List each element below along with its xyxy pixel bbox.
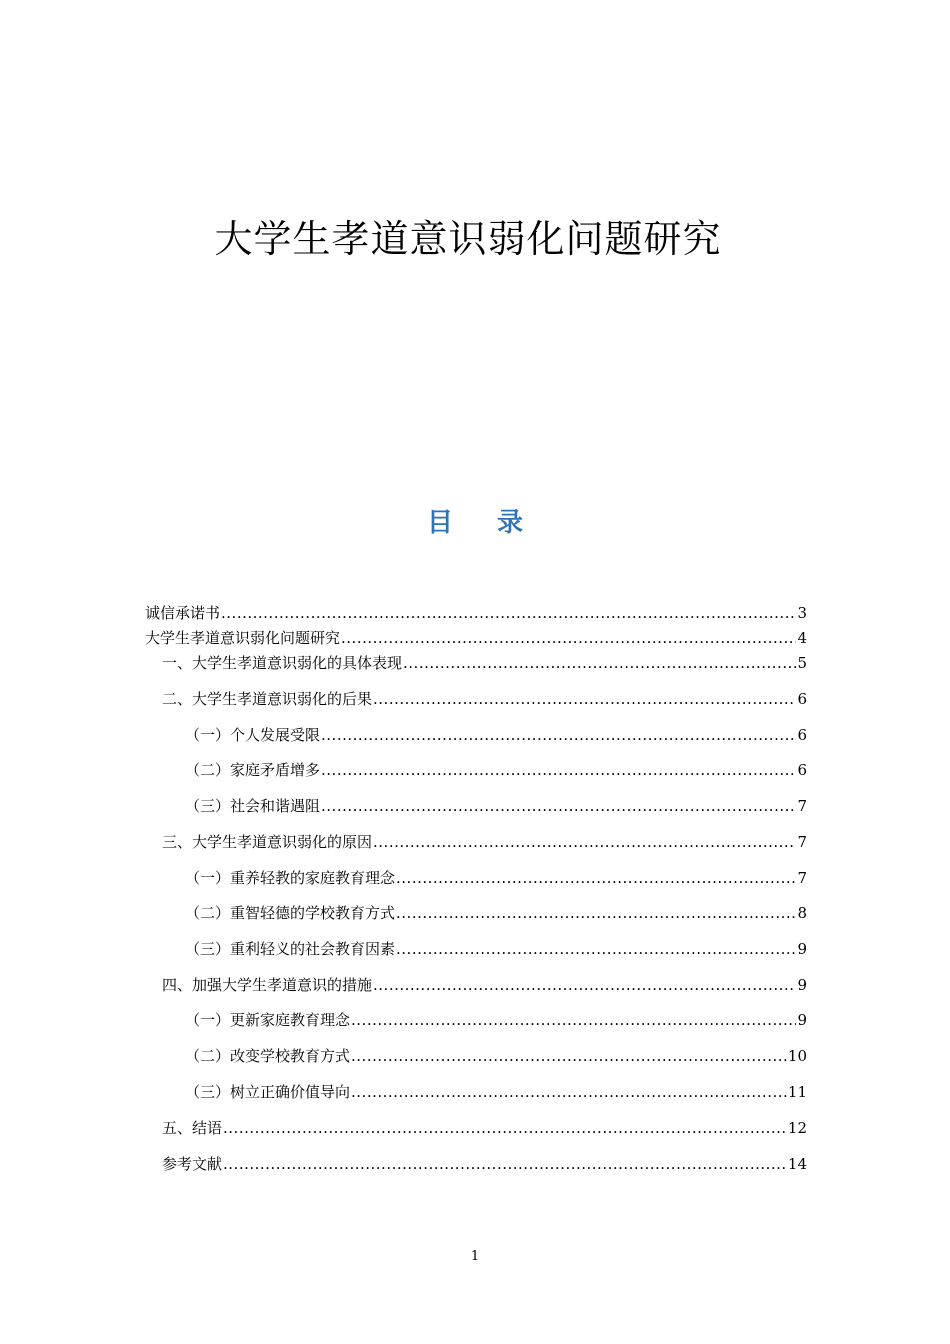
toc-entry-section-1[interactable]	[162, 653, 807, 673]
toc-entry-honesty-pledge[interactable]	[145, 603, 807, 623]
toc-entry-label: （一）个人发展受限	[185, 726, 321, 744]
toc-entry-section-4[interactable]	[162, 975, 807, 995]
toc-entry-label: 参考文献	[162, 1155, 223, 1173]
toc-entry-page: 14	[787, 1155, 807, 1173]
toc-entry-page: 9	[797, 976, 807, 994]
toc-leader-dots	[321, 725, 796, 745]
toc-entry-label: 二、大学生孝道意识弱化的后果	[162, 690, 373, 708]
toc-leader-dots	[223, 1154, 787, 1174]
toc-entry-page: 12	[787, 1119, 807, 1137]
toc-entry-section-4-2[interactable]	[185, 1046, 807, 1066]
toc-entry-main-title[interactable]	[145, 628, 807, 648]
toc-entry-page: 10	[787, 1047, 807, 1065]
page-number: 1	[470, 1249, 480, 1264]
toc-leader-dots	[351, 1010, 796, 1030]
toc-leader-dots	[396, 868, 796, 888]
toc-entry-label: （二）家庭矛盾增多	[185, 761, 321, 779]
toc-leader-dots	[221, 603, 796, 623]
toc-entry-page: 8	[797, 904, 807, 922]
toc-entry-label: （二）重智轻德的学校教育方式	[185, 904, 396, 922]
toc-entry-section-3[interactable]	[162, 832, 807, 852]
toc-entry-page: 7	[797, 869, 807, 887]
toc-entry-page: 11	[787, 1083, 807, 1101]
toc-leader-dots	[351, 1046, 787, 1066]
toc-entry-section-2-3[interactable]	[185, 796, 807, 816]
toc-entry-page: 3	[797, 604, 807, 622]
toc-entry-label: 诚信承诺书	[145, 604, 221, 622]
toc-entry-label: （二）改变学校教育方式	[185, 1047, 351, 1065]
toc-entry-section-5[interactable]	[162, 1118, 807, 1138]
toc-leader-dots	[341, 628, 796, 648]
toc-leader-dots	[396, 903, 796, 923]
document-title: 大学生孝道意识弱化问题研究	[214, 217, 722, 261]
toc-entry-section-2-2[interactable]	[185, 760, 807, 780]
toc-entry-page: 9	[797, 940, 807, 958]
toc-entry-section-2[interactable]	[162, 689, 807, 709]
toc-entry-page: 6	[797, 761, 807, 779]
toc-entry-page: 7	[797, 833, 807, 851]
toc-entry-page: 6	[797, 690, 807, 708]
toc-entry-page: 6	[797, 726, 807, 744]
toc-leader-dots	[373, 689, 796, 709]
toc-entry-label: （三）社会和谐遇阻	[185, 797, 321, 815]
toc-entry-label: 一、大学生孝道意识弱化的具体表现	[162, 654, 403, 672]
toc-leader-dots	[321, 760, 796, 780]
toc-leader-dots	[373, 832, 796, 852]
toc-entry-label: 四、加强大学生孝道意识的措施	[162, 976, 373, 994]
toc-leader-dots	[403, 653, 796, 673]
toc-entry-label: 五、结语	[162, 1119, 223, 1137]
toc-entry-section-3-3[interactable]	[185, 939, 807, 959]
toc-entry-label: （三）重利轻义的社会教育因素	[185, 940, 396, 958]
toc-leader-dots	[351, 1082, 787, 1102]
toc-leader-dots	[396, 939, 796, 959]
toc-entry-section-3-1[interactable]	[185, 868, 807, 888]
toc-heading-char-1: 目	[426, 508, 453, 538]
toc-entry-section-4-3[interactable]	[185, 1082, 807, 1102]
toc-leader-dots	[373, 975, 796, 995]
toc-entry-page: 4	[797, 629, 807, 647]
toc-entry-references[interactable]	[162, 1154, 807, 1174]
toc-entry-label: （一）更新家庭教育理念	[185, 1011, 351, 1029]
toc-entry-label: 三、大学生孝道意识弱化的原因	[162, 833, 373, 851]
toc-heading-char-2: 录	[497, 508, 524, 538]
toc-entry-section-3-2[interactable]	[185, 903, 807, 923]
toc-entry-page: 5	[797, 654, 807, 672]
toc-leader-dots	[321, 796, 796, 816]
toc-leader-dots	[223, 1118, 787, 1138]
toc-entry-label: （一）重养轻教的家庭教育理念	[185, 869, 396, 887]
toc-entry-label: （三）树立正确价值导向	[185, 1083, 351, 1101]
toc-entry-page: 9	[797, 1011, 807, 1029]
toc-entry-section-2-1[interactable]	[185, 725, 807, 745]
toc-entry-page: 7	[797, 797, 807, 815]
toc-entry-label: 大学生孝道意识弱化问题研究	[145, 629, 341, 647]
toc-entry-section-4-1[interactable]	[185, 1010, 807, 1030]
